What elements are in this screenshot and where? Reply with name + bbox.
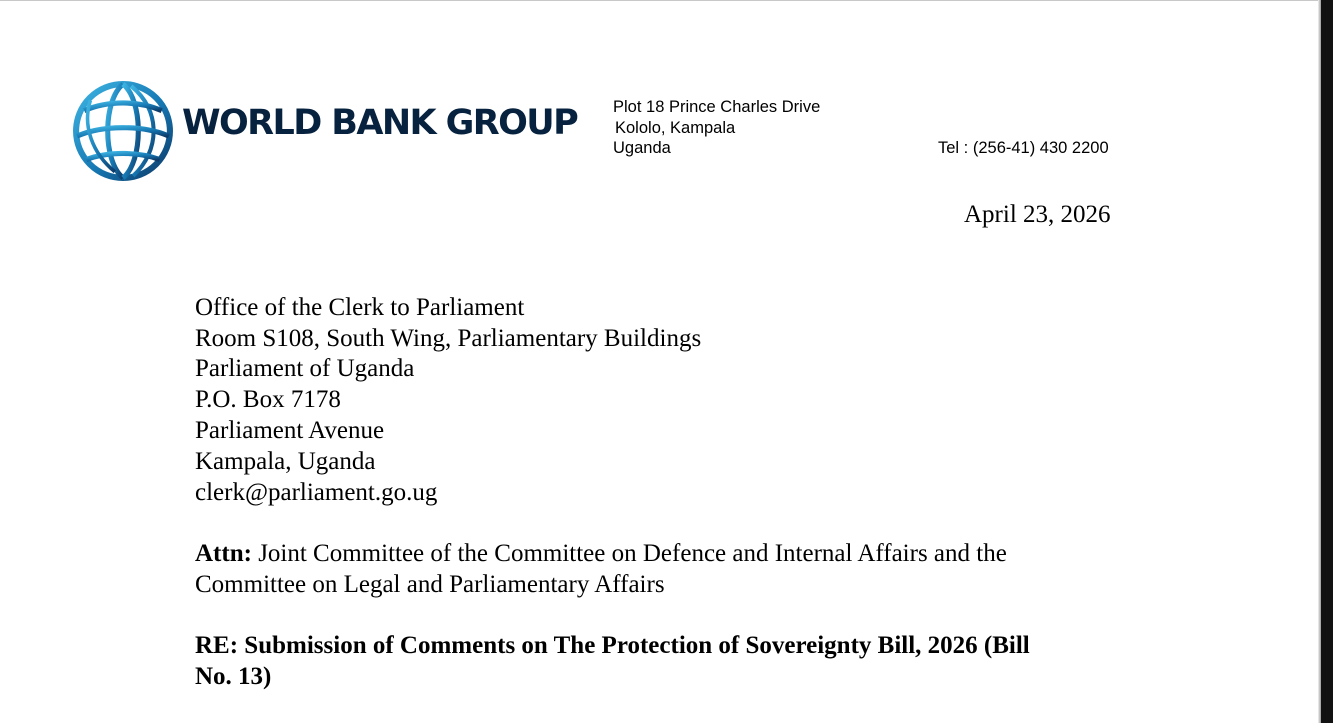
organization-name: WORLD BANK GROUP bbox=[182, 103, 578, 143]
recipient-line: Kampala, Uganda bbox=[195, 448, 376, 475]
subject-line-1: RE: Submission of Comments on The Protection of Sovereignty Bill, 2026 (Bill bbox=[195, 632, 1030, 659]
recipient-line: Room S108, South Wing, Parliamentary Buildings bbox=[195, 325, 702, 352]
recipient-email: clerk@parliament.go.ug bbox=[195, 479, 438, 506]
recipient-line: Office of the Clerk to Parliament bbox=[195, 294, 525, 321]
page-edge bbox=[1321, 0, 1333, 723]
attention-line-2: Committee on Legal and Parliamentary Affairs bbox=[195, 571, 665, 598]
letter-date: April 23, 2026 bbox=[964, 201, 1111, 228]
attention-label: Attn: bbox=[195, 540, 252, 567]
address-line-1: Plot 18 Prince Charles Drive bbox=[613, 98, 821, 116]
recipient-line: Parliament of Uganda bbox=[195, 355, 415, 382]
subject-line-2: No. 13) bbox=[195, 663, 272, 690]
top-border bbox=[0, 0, 1321, 1]
recipient-line: P.O. Box 7178 bbox=[195, 386, 341, 413]
world-bank-globe-icon bbox=[72, 80, 174, 182]
attention-text: Joint Committee of the Committee on Defence and Internal Affairs and the bbox=[258, 540, 1007, 567]
address-line-2: Kololo, Kampala bbox=[615, 119, 736, 137]
letterhead-logo bbox=[72, 80, 578, 182]
recipient-line: Parliament Avenue bbox=[195, 417, 385, 444]
telephone: Tel : (256-41) 430 2200 bbox=[938, 139, 1109, 157]
address-line-3: Uganda bbox=[613, 139, 671, 157]
attention-line-1 bbox=[195, 541, 1007, 566]
